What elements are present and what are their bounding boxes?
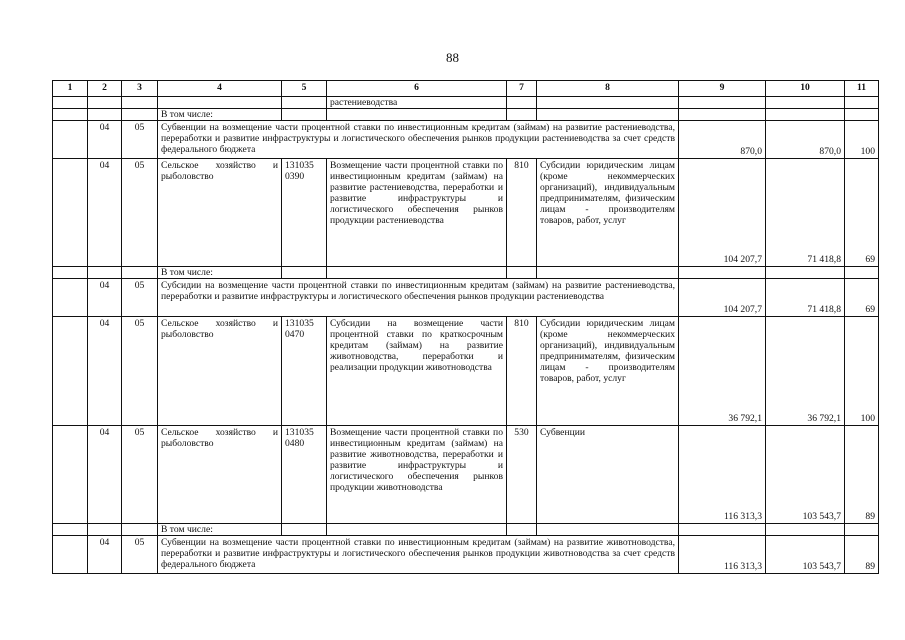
cell-expense-type: 810: [507, 316, 537, 425]
col-header: 11: [845, 81, 879, 97]
cell-subtotal-label: В том числе:: [158, 108, 282, 120]
cell-expense-desc: Субвенции: [537, 425, 679, 523]
cell-section: 04: [88, 158, 122, 266]
cell-expense-desc: Субсидии юридическим лицам (кроме некоммерческих организаций), индивидуальным предпринимателям, физическим лицам - производителям товаров, работ, услуг: [537, 316, 679, 425]
col-header: 2: [88, 81, 122, 97]
cell-code: 131035 0390: [282, 158, 327, 266]
cell-planned: 104 207,7: [679, 278, 766, 316]
cell-planned: 116 313,3: [679, 535, 766, 573]
table-row: [53, 108, 879, 120]
cell-planned: 116 313,3: [679, 425, 766, 523]
cell-subtotal-label: В том числе:: [158, 266, 282, 278]
col-header: 1: [53, 81, 88, 97]
cell-actual: 103 543,7: [766, 425, 845, 523]
col-header: 3: [122, 81, 158, 97]
cell-department: Сельское хозяйство и рыболовство: [158, 425, 282, 523]
table-row: [53, 266, 879, 278]
col-header: 7: [507, 81, 537, 97]
cell-description: Субвенции на возмещение части процентной ставки по инвестиционным кредитам (займам) на развитие животноводства, переработки и развитие инфраструктуры и логистического обеспечения рынков продукции животноводства за счет средств федерального бюджета: [158, 535, 679, 573]
cell-description: Возмещение части процентной ставки по инвестиционным кредитам (займам) на развитие животноводства, переработки и развитие инфраструктуры и логистического обеспечения рынков продукции животноводства: [327, 425, 507, 523]
col-header: 8: [537, 81, 679, 97]
table-row: [53, 316, 879, 425]
col-header: 5: [282, 81, 327, 97]
cell-description: растениеводства: [327, 96, 507, 108]
table-row: [53, 158, 879, 266]
cell-department: Сельское хозяйство и рыболовство: [158, 158, 282, 266]
cell-planned: 104 207,7: [679, 158, 766, 266]
cell-department: Сельское хозяйство и рыболовство: [158, 316, 282, 425]
cell-expense-type: 810: [507, 158, 537, 266]
cell-subtotal-label: В том числе:: [158, 523, 282, 535]
col-header: 4: [158, 81, 282, 97]
table-row: [53, 535, 879, 573]
cell-actual: 71 418,8: [766, 158, 845, 266]
cell-percent: 100: [845, 120, 879, 158]
table-row: [53, 120, 879, 158]
cell-actual: 103 543,7: [766, 535, 845, 573]
cell-subsection: 05: [122, 158, 158, 266]
cell-actual: 71 418,8: [766, 278, 845, 316]
cell-percent: 69: [845, 158, 879, 266]
cell-subsection: 05: [122, 278, 158, 316]
table-row: [53, 278, 879, 316]
table-row: [53, 523, 879, 535]
cell-code: 131035 0480: [282, 425, 327, 523]
cell-subsection: 05: [122, 120, 158, 158]
cell-percent: 89: [845, 535, 879, 573]
cell-section: 04: [88, 278, 122, 316]
cell-subsection: 05: [122, 425, 158, 523]
page-number: 88: [446, 50, 459, 65]
cell-section: 04: [88, 425, 122, 523]
cell-subsection: 05: [122, 316, 158, 425]
col-header: 10: [766, 81, 845, 97]
table-row: [53, 425, 879, 523]
table-row: [53, 96, 879, 108]
cell-percent: 100: [845, 316, 879, 425]
cell-description: Возмещение части процентной ставки по инвестиционным кредитам (займам) на развитие растениеводства, переработки и развитие инфраструктуры и логистического обеспечения рынков продукции растениеводства: [327, 158, 507, 266]
budget-table: [52, 80, 879, 574]
cell-subsection: 05: [122, 535, 158, 573]
cell-actual: 36 792,1: [766, 316, 845, 425]
cell-section: 04: [88, 316, 122, 425]
cell-description: Субсидии на возмещение части процентной ставки по инвестиционным кредитам (займам) на развитие растениеводства, переработки и развитие инфраструктуры и логистического обеспечения рынков продукции растениеводства: [158, 278, 679, 316]
col-header: 9: [679, 81, 766, 97]
cell-planned: 36 792,1: [679, 316, 766, 425]
cell-expense-type: 530: [507, 425, 537, 523]
cell-expense-desc: Субсидии юридическим лицам (кроме некоммерческих организаций), индивидуальным предпринимателям, физическим лицам - производителям товаров, работ, услуг: [537, 158, 679, 266]
cell-percent: 69: [845, 278, 879, 316]
cell-section: 04: [88, 120, 122, 158]
cell-code: 131035 0470: [282, 316, 327, 425]
cell-planned: 870,0: [679, 120, 766, 158]
cell-description: Субсидии на возмещение части процентной ставки по краткосрочным кредитам (займам) на развитие животноводства, переработки и реализации продукции животноводства: [327, 316, 507, 425]
cell-description: Субвенции на возмещение части процентной ставки по инвестиционным кредитам (займам) на развитие растениеводства, переработки и развитие инфраструктуры и логистического обеспечения рынков продукции растениеводства за счет средств федерального бюджета: [158, 120, 679, 158]
cell-actual: 870,0: [766, 120, 845, 158]
cell-percent: 89: [845, 425, 879, 523]
cell-section: 04: [88, 535, 122, 573]
col-header: 6: [327, 81, 507, 97]
header-row: [53, 81, 879, 97]
